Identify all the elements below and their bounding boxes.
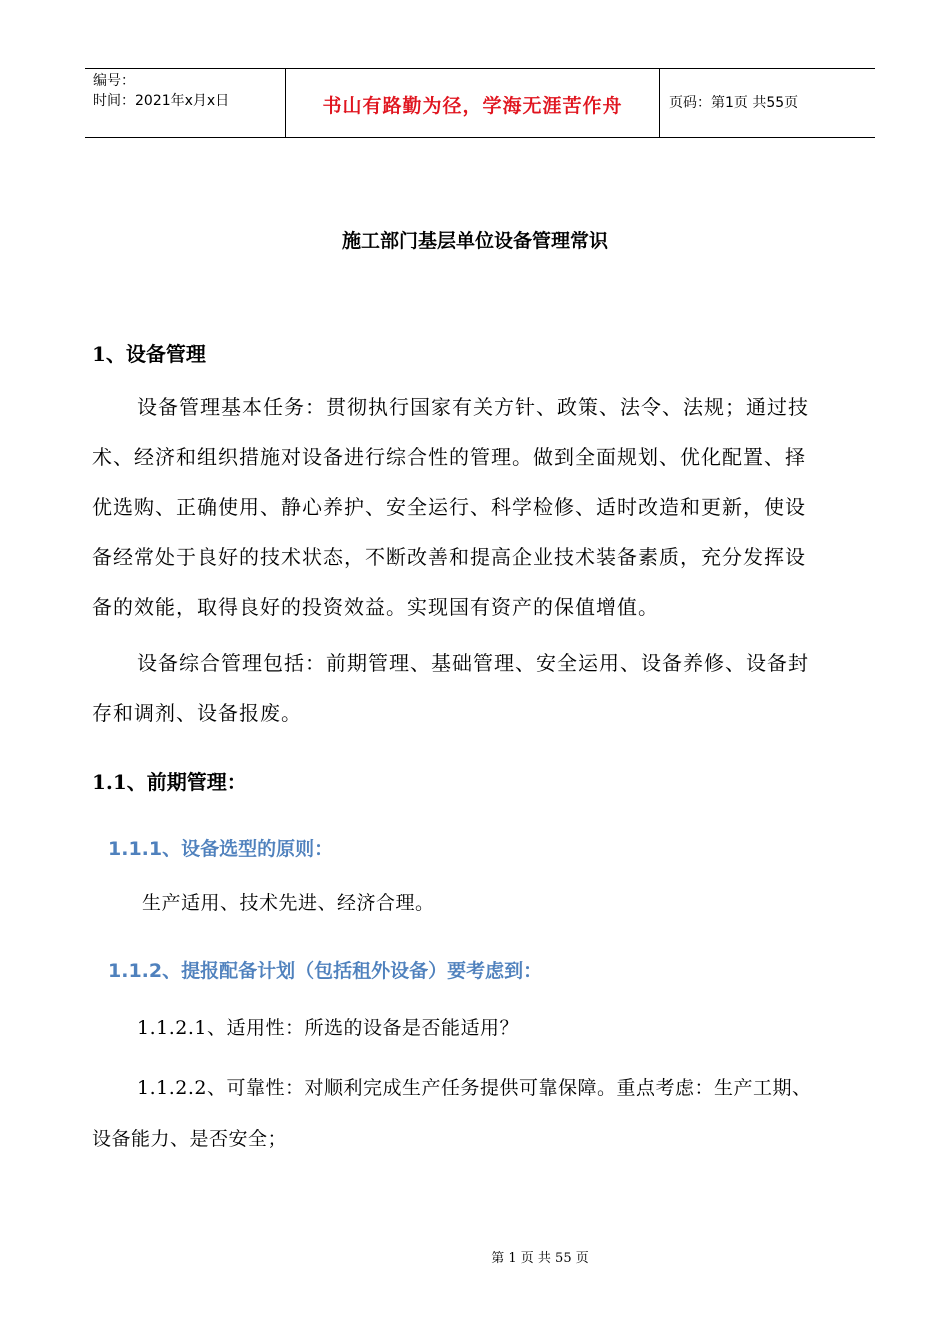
paragraph-line: 设备综合管理包括：前期管理、基础管理、安全运用、设备养修、设备封 bbox=[137, 651, 809, 675]
paragraph-basic-tasks bbox=[92, 382, 892, 632]
header-motto-cell bbox=[285, 69, 660, 137]
section-1-heading: 1、设备管理 bbox=[92, 342, 206, 366]
section-1-1-1-heading: 1.1.1、设备选型的原则： bbox=[108, 838, 334, 860]
paragraph-comprehensive-management bbox=[92, 638, 892, 738]
section-1-1-heading: 1.1、前期管理： bbox=[92, 770, 247, 794]
paragraph-line: 优选购、正确使用、静心养护、安全运行、科学检修、适时改造和更新，使设 bbox=[92, 495, 806, 519]
paragraph-line: 设备管理基本任务：贯彻执行国家有关方针、政策、法令、法规；通过技 bbox=[137, 395, 809, 419]
item-1-1-2-2-line-1: 1.1.2.2、可靠性：对顺利完成生产任务提供可靠保障。重点考虑：生产工期、 bbox=[137, 1077, 812, 1099]
paragraph-line: 备的效能，取得良好的投资效益。实现国有资产的保值增值。 bbox=[92, 595, 659, 619]
document-title: 施工部门基层单位设备管理常识 bbox=[341, 230, 608, 252]
page-footer: 第 1 页 共 55 页 bbox=[491, 1251, 589, 1266]
section-1-1-2-heading: 1.1.2、提报配备计划（包括租外设备）要考虑到： bbox=[108, 960, 543, 982]
motto-text: 书山有路勤为径，学海无涯苦作舟 bbox=[322, 95, 623, 117]
section-1-1-1-text: 生产适用、技术先进、经济合理。 bbox=[142, 892, 435, 914]
number-label: 编号： bbox=[93, 73, 135, 89]
header-left-cell bbox=[85, 69, 285, 137]
header-table bbox=[85, 68, 875, 138]
time-label: 时间：2021年x月x日 bbox=[93, 93, 230, 109]
page-info: 页码：第1页 共55页 bbox=[669, 95, 799, 111]
item-1-1-2-2-line-2: 设备能力、是否安全； bbox=[92, 1128, 288, 1150]
item-1-1-2-1: 1.1.2.1、适用性：所选的设备是否能适用？ bbox=[137, 1017, 519, 1039]
paragraph-line: 存和调剂、设备报废。 bbox=[92, 701, 302, 725]
paragraph-line: 术、经济和组织措施对设备进行综合性的管理。做到全面规划、优化配置、择 bbox=[92, 445, 806, 469]
header-right-cell bbox=[659, 69, 875, 137]
paragraph-line: 备经常处于良好的技术状态，不断改善和提高企业技术装备素质，充分发挥设 bbox=[92, 545, 806, 569]
